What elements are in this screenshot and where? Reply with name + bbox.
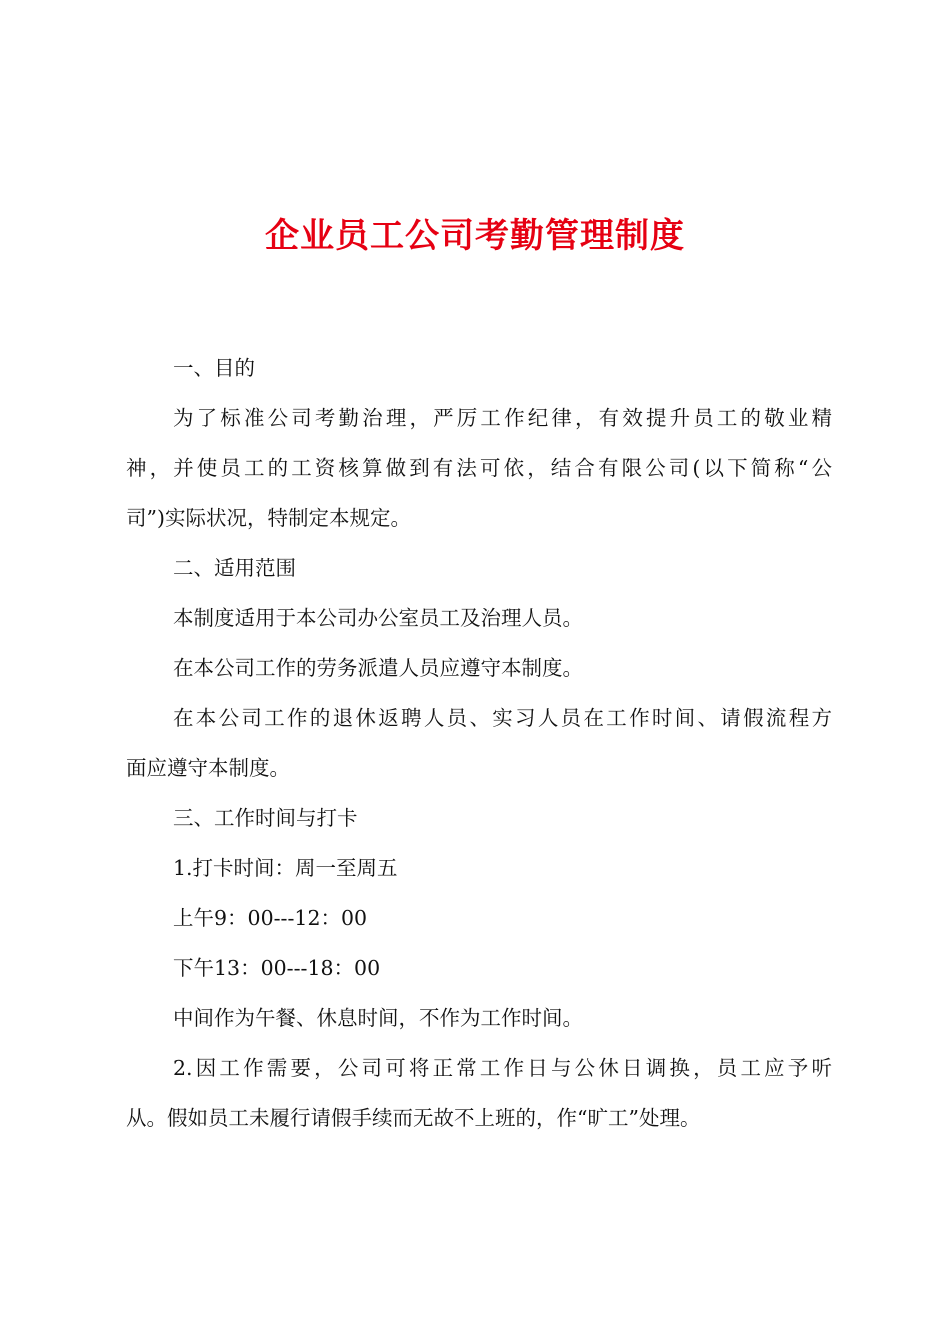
- section-heading-scope: 二、适用范围: [173, 556, 296, 580]
- paragraph-line: 本制度适用于本公司办公室员工及治理人员。: [173, 606, 583, 630]
- paragraph-line: 中间作为午餐、休息时间，不作为工作时间。: [173, 1006, 583, 1030]
- paragraph-line: 在本公司工作的劳务派遣人员应遵守本制度。: [173, 656, 583, 680]
- paragraph-line: 上午9：00---12：00: [173, 906, 368, 930]
- paragraph-line: 1.打卡时间：周一至周五: [173, 856, 398, 880]
- document-title: 企业员工公司考勤管理制度: [265, 216, 685, 256]
- paragraph-line: 面应遵守本制度。: [126, 756, 290, 780]
- document-body: [126, 343, 832, 1143]
- paragraph-line: 2.因工作需要，公司可将正常工作日与公休日调换，员工应予听: [173, 1056, 832, 1080]
- paragraph-line: 为了标准公司考勤治理，严厉工作纪律，有效提升员工的敬业精: [173, 406, 832, 430]
- section-heading-work-hours: 三、工作时间与打卡: [173, 806, 358, 830]
- section-heading-purpose: 一、目的: [173, 356, 255, 380]
- paragraph-line: 从。假如员工未履行请假手续而无故不上班的，作“旷工”处理。: [126, 1106, 701, 1130]
- paragraph-line: 司”)实际状况，特制定本规定。: [126, 506, 411, 530]
- paragraph-line: 在本公司工作的退休返聘人员、实习人员在工作时间、请假流程方: [173, 706, 832, 730]
- paragraph-line: 下午13：00---18：00: [173, 956, 381, 980]
- paragraph-line: 神，并使员工的工资核算做到有法可依，结合有限公司(以下简称“公: [126, 456, 832, 480]
